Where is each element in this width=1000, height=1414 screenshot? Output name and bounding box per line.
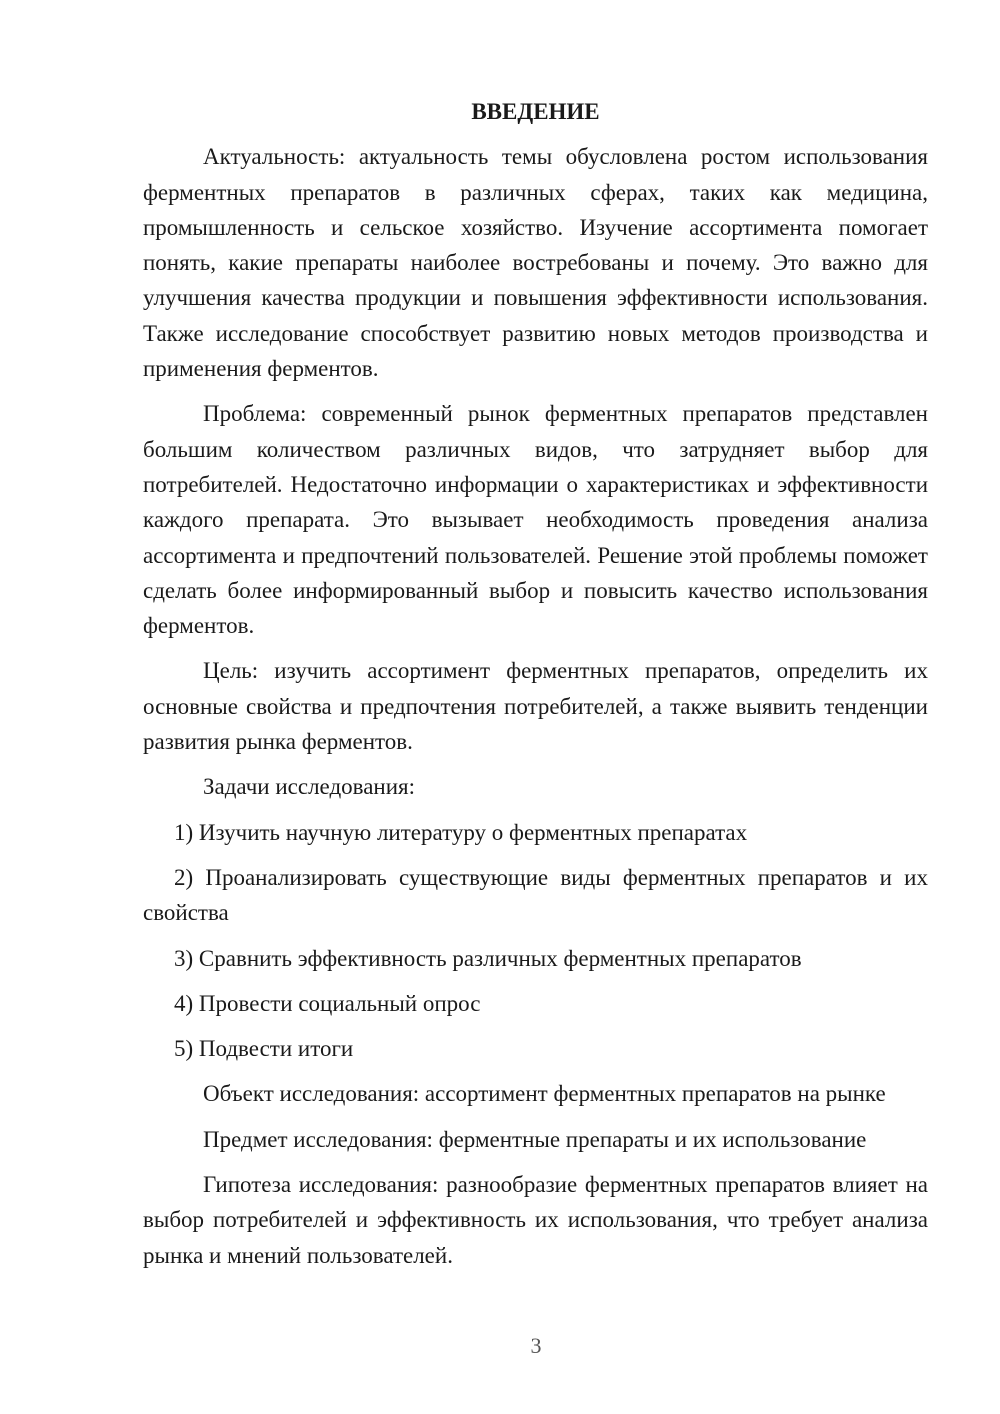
subject-paragraph: Предмет исследования: ферментные препараты и их использование [203, 1126, 867, 1152]
problem-paragraph: Проблема: современный рынок ферментных препаратов представлен большим количеством различных видов, что затрудняет выбор для потребителей. Недостаточно информации о характеристиках и эффективности каждого препарата. Это вызывает необходимость проведения анализа ассортимента и предпочтений пользователей. Решение этой проблемы поможет сделать более информированный выбор и повысить качество использования ферментов. [143, 401, 928, 639]
task-item-5: 5) Подвести итоги [174, 1036, 354, 1062]
relevance-paragraph: Актуальность: актуальность темы обусловлена ростом использования ферментных препаратов в различных сферах, таких как медицина, промышленность и сельское хозяйство. Изучение ассортимента помогает понять, какие препараты наиболее востребованы и почему. Это важно для улучшения качества продукции и повышения эффективности использования. Также исследование способствует развитию новых методов производства и применения ферментов. [143, 144, 928, 382]
object-paragraph: Объект исследования: ассортимент ферментных препаратов на рынке [203, 1081, 886, 1107]
page-content [143, 94, 928, 1283]
goal-paragraph: Цель: изучить ассортимент ферментных препаратов, определить их основные свойства и предпочтения потребителей, а также выявить тенденции развития рынка ферментов. [143, 658, 928, 755]
hypothesis-paragraph: Гипотеза исследования: разнообразие ферментных препаратов влияет на выбор потребителей и эффективность их использования, что требует анализа рынка и мнений пользователей. [143, 1172, 928, 1268]
page-heading: ВВЕДЕНИЕ [471, 99, 600, 124]
task-item-2: 2) Проанализировать существующие виды ферментных препаратов и их свойства [143, 864, 928, 926]
task-item-4: 4) Провести социальный опрос [174, 990, 481, 1016]
task-item-3: 3) Сравнить эффективность различных ферментных препаратов [174, 945, 802, 971]
tasks-label: Задачи исследования: [203, 774, 416, 800]
task-item-1: 1) Изучить научную литературу о ферментных препаратах [174, 819, 748, 845]
page-number: 3 [530, 1333, 542, 1358]
